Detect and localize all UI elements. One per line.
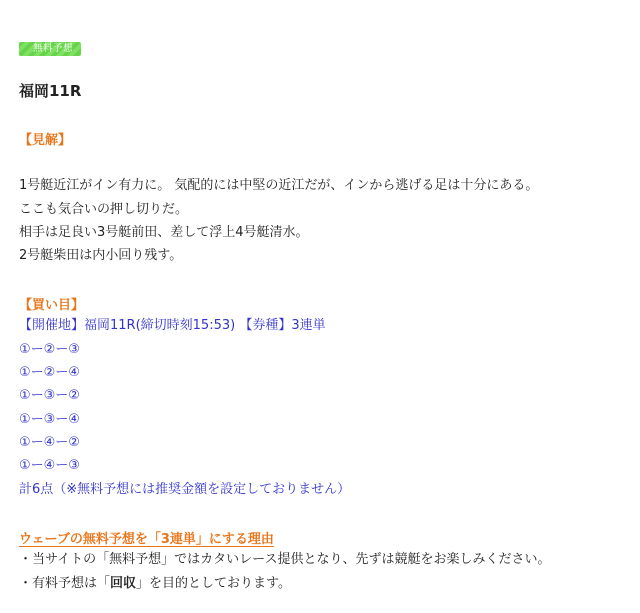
opinion-line: ここも気合いの押し切りだ。 [19,202,189,217]
combo-item: ①ー③ー④ [19,412,80,427]
reason-heading: ウェーブの無料予想を「3連単」にする理由 [19,532,274,547]
combo-item: ①ー④ー③ [19,458,80,473]
opinion-line: 1号艇近江がイン有力に。 気配的には中堅の近江だが、インから逃げる足は十分にある。 [19,178,539,193]
picks-heading: 【買い目】 [19,298,85,313]
page-title: 福岡11R [19,82,82,100]
reason-line-1: ・当サイトの「無料予想」ではカタいレース提供となり、先ずは競艇をお楽しみください。 [19,552,551,567]
opinion-line: 2号艇柴田は内小回り残す。 [19,248,183,263]
combo-item: ①ー②ー④ [19,365,80,380]
combo-item: ①ー④ー② [19,435,80,450]
reason-emphasis: 回収 [110,576,137,591]
venue-line: 【開催地】福岡11R(締切時刻15:53) 【券種】3連単 [19,318,326,333]
opinion-line: 相手は足良い3号艇前田、差して浮上4号艇清水。 [19,225,309,240]
combo-item: ①ー②ー③ [19,342,80,357]
combo-item: ①ー③ー② [19,388,80,403]
free-prediction-badge: 無料予想 [19,42,81,56]
reason-line-2-prefix: ・有料予想は「 [19,576,111,591]
total-line: 計6点（※無料予想には推奨金額を設定しておりません） [19,482,351,497]
reason-line-2-suffix: 」を目的としております。 [136,576,291,591]
reason-line-2 [19,575,291,593]
opinion-heading: 【見解】 [19,133,72,148]
